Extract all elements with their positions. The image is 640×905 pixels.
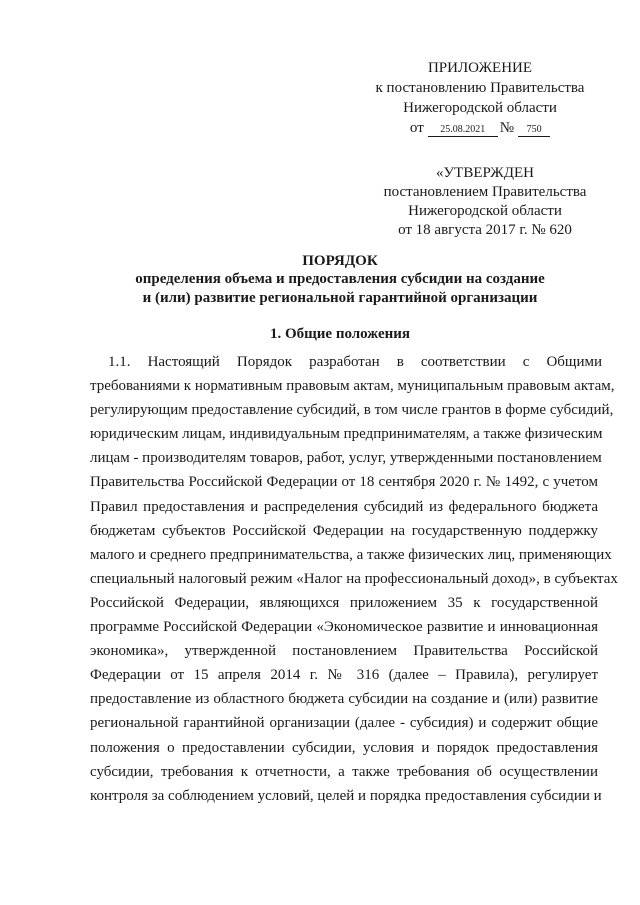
- paragraph-line: экономика», утвержденной постановлением Правительства Российской: [90, 643, 598, 660]
- annex-number-sign: №: [499, 120, 515, 136]
- document-subtitle-line-2: и (или) развитие региональной гарантийной организации: [142, 290, 538, 306]
- paragraph-line: Правил предоставления и распределения субсидий из федерального бюджета: [90, 498, 598, 515]
- annex-line-1: к постановлению Правительства: [375, 80, 585, 96]
- paragraph-line: бюджетам субъектов Российской Федерации на государственную поддержку: [90, 522, 598, 539]
- paragraph-line: Российской Федерации, являющихся приложением 35 к государственной: [90, 594, 598, 611]
- annex-block: [360, 58, 600, 138]
- section-heading: 1. Общие положения: [269, 326, 411, 342]
- annex-date-prefix: от: [409, 120, 424, 136]
- annex-title: ПРИЛОЖЕНИЕ: [427, 60, 533, 76]
- paragraph-line: регулирующим предоставление субсидий, в том числе грантов в форме субсидий,: [90, 402, 614, 419]
- paragraph-line: контроля за соблюдением условий, целей и порядка предоставления субсидии и: [90, 787, 602, 804]
- approved-line-1: «УТВЕРЖДЕН: [436, 165, 534, 181]
- paragraph-line: Правительства Российской Федерации от 18 сентября 2020 г. № 1492, с учетом: [90, 474, 598, 491]
- annex-line-2: Нижегородской области: [403, 100, 557, 116]
- paragraph-line: предоставление из областного бюджета субсидии на создание и (или) развитие: [90, 691, 598, 708]
- paragraph-line: требованиями к нормативным правовым актам, муниципальным правовым актам,: [90, 378, 615, 395]
- approved-line-2: постановлением Правительства: [383, 184, 587, 200]
- paragraph-line: положения о предоставлении субсидии, условия и порядок предоставления: [90, 739, 598, 756]
- paragraph-line: программе Российской Федерации «Экономическое развитие и инновационная: [90, 619, 598, 636]
- paragraph-line: лицам - производителям товаров, работ, услуг, утвержденными постановлением: [90, 450, 602, 467]
- paragraph-line: специальный налоговый режим «Налог на профессиональный доход», в субъектах: [90, 570, 618, 587]
- annex-date-line: [410, 118, 550, 138]
- annex-date-value: 25.08.2021: [428, 123, 498, 137]
- paragraph-line: малого и среднего предпринимательства, а также физических лиц, применяющих: [90, 546, 612, 563]
- annex-number-value: 750: [518, 123, 550, 137]
- paragraph-line: Федерации от 15 апреля 2014 г. № 316 (далее – Правила), регулирует: [90, 667, 598, 684]
- document-title: ПОРЯДОК: [302, 253, 378, 269]
- paragraph-line: региональной гарантийной организации (далее - субсидия) и содержит общие: [90, 715, 598, 732]
- approved-line-4: от 18 августа 2017 г. № 620: [398, 222, 572, 238]
- paragraph-line: юридическим лицам, индивидуальным предпринимателям, а также физическим: [90, 426, 603, 443]
- approved-line-3: Нижегородской области: [408, 203, 562, 219]
- paragraph-line: субсидии, требования к отчетности, а также требования об осуществлении: [90, 763, 598, 780]
- approved-block: [372, 164, 598, 240]
- paragraph-line: 1.1. Настоящий Порядок разработан в соответствии с Общими: [108, 354, 602, 370]
- body-paragraph: [90, 350, 618, 808]
- document-subtitle-line-1: определения объема и предоставления субсидии на создание: [135, 271, 545, 287]
